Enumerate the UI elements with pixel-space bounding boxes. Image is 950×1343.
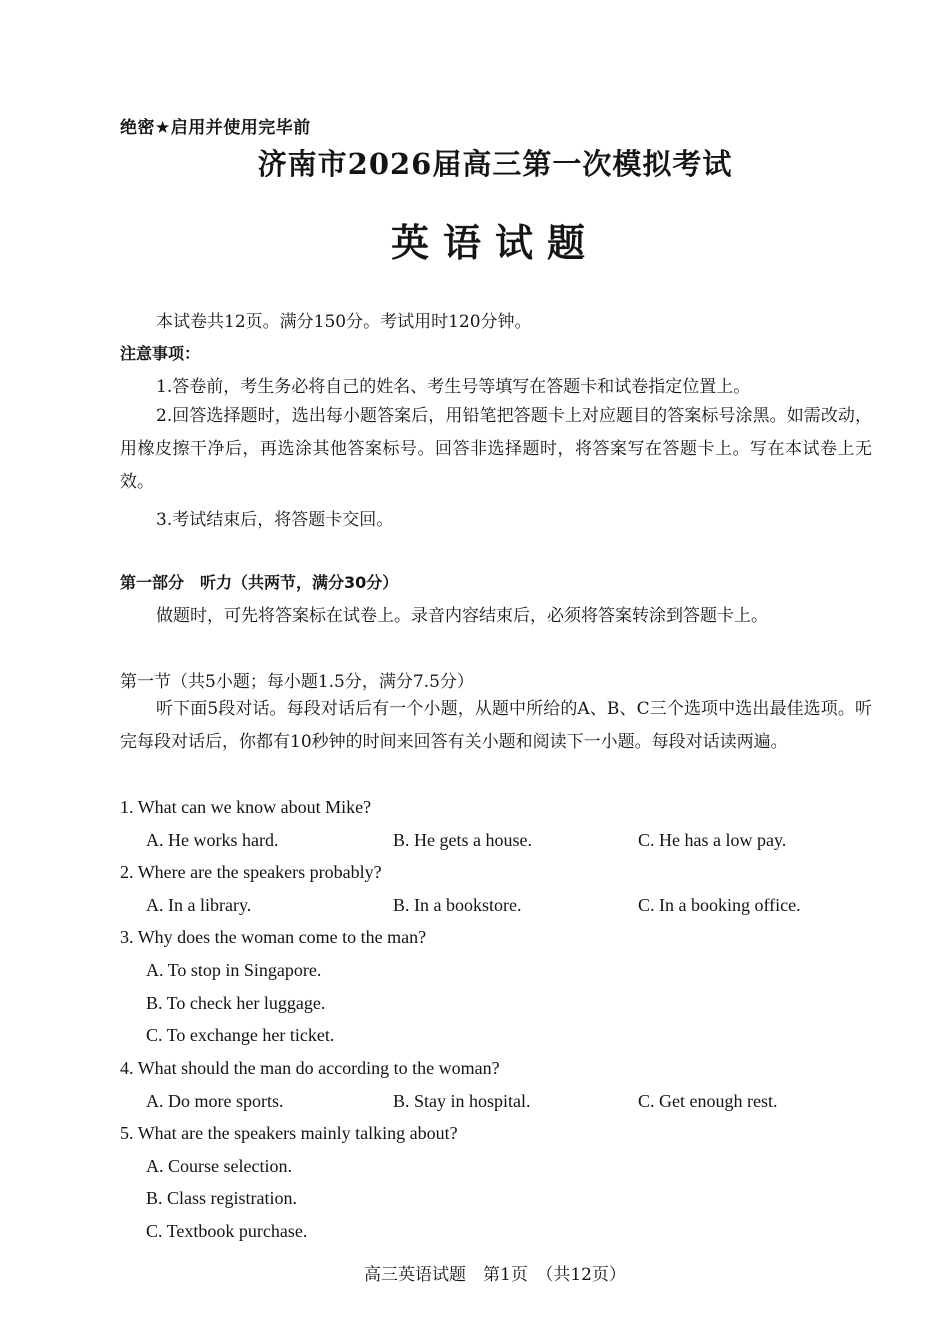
q3-option-b[interactable]: B. To check her luggage. xyxy=(146,993,326,1013)
q2-option-a[interactable]: A. In a library. xyxy=(146,895,252,915)
q1-option-c[interactable]: C. He has a low pay. xyxy=(638,830,787,850)
question-number: 5. xyxy=(120,1123,134,1143)
notice-item-3: 3.考试结束后，将答题卡交回。 xyxy=(156,510,394,530)
question-text: What are the speakers mainly talking about? xyxy=(137,1123,458,1143)
question-5 xyxy=(120,1123,458,1144)
q4-option-b[interactable]: B. Stay in hospital. xyxy=(393,1091,531,1111)
question-text: What should the man do according to the woman? xyxy=(137,1058,500,1078)
question-2 xyxy=(120,862,382,883)
question-number: 1. xyxy=(120,797,134,817)
question-text: Where are the speakers probably? xyxy=(137,862,382,882)
section1-instruction: 听下面5段对话。每段对话后有一个小题，从题中所给的A、B、C三个选项中选出最佳选项。听完每段对话后，你都有10秒钟的时间来回答有关小题和阅读下一小题。每段对话读两遍。 xyxy=(120,699,872,752)
question-1 xyxy=(120,797,371,818)
exam-intro: 本试卷共12页。满分150分。考试用时120分钟。 xyxy=(156,312,532,332)
question-4 xyxy=(120,1058,500,1079)
confidential-label: 绝密★启用并使用完毕前 xyxy=(120,118,311,138)
q1-option-b[interactable]: B. He gets a house. xyxy=(393,830,532,850)
exam-title: 济南市2026届高三第一次模拟考试 xyxy=(257,147,733,181)
question-number: 3. xyxy=(120,927,134,947)
page-footer: 高三英语试题 第1页 （共12页） xyxy=(364,1265,626,1285)
section1-heading: 第一节（共5小题；每小题1.5分，满分7.5分） xyxy=(120,672,474,692)
q5-option-c[interactable]: C. Textbook purchase. xyxy=(146,1221,308,1241)
notice-item-1: 1.答卷前，考生务必将自己的姓名、考生号等填写在答题卡和试卷指定位置上。 xyxy=(156,377,751,397)
q5-option-a[interactable]: A. Course selection. xyxy=(146,1156,292,1176)
question-number: 2. xyxy=(120,862,134,882)
q4-option-a[interactable]: A. Do more sports. xyxy=(146,1091,284,1111)
part1-heading: 第一部分 听力（共两节，满分30分） xyxy=(120,573,399,592)
q5-option-b[interactable]: B. Class registration. xyxy=(146,1188,297,1208)
question-text: What can we know about Mike? xyxy=(137,797,372,817)
notice-item-2: 2.回答选择题时，选出每小题答案后，用铅笔把答题卡上对应题目的答案标号涂黑。如需改动，用橡皮擦干净后，再选涂其他答案标号。回答非选择题时，将答案写在答题卡上。写在本试卷上无效。 xyxy=(120,406,872,492)
q2-option-c[interactable]: C. In a booking office. xyxy=(638,895,801,915)
subject-title: 英语试题 xyxy=(390,221,599,265)
q2-option-b[interactable]: B. In a bookstore. xyxy=(393,895,522,915)
notice-heading: 注意事项： xyxy=(120,344,201,363)
q3-option-a[interactable]: A. To stop in Singapore. xyxy=(146,960,322,980)
question-3 xyxy=(120,927,426,948)
part1-instruction: 做题时，可先将答案标在试卷上。录音内容结束后，必须将答案转涂到答题卡上。 xyxy=(156,606,768,626)
q4-option-c[interactable]: C. Get enough rest. xyxy=(638,1091,778,1111)
question-number: 4. xyxy=(120,1058,134,1078)
q1-option-a[interactable]: A. He works hard. xyxy=(146,830,279,850)
q3-option-c[interactable]: C. To exchange her ticket. xyxy=(146,1025,335,1045)
question-text: Why does the woman come to the man? xyxy=(137,927,427,947)
